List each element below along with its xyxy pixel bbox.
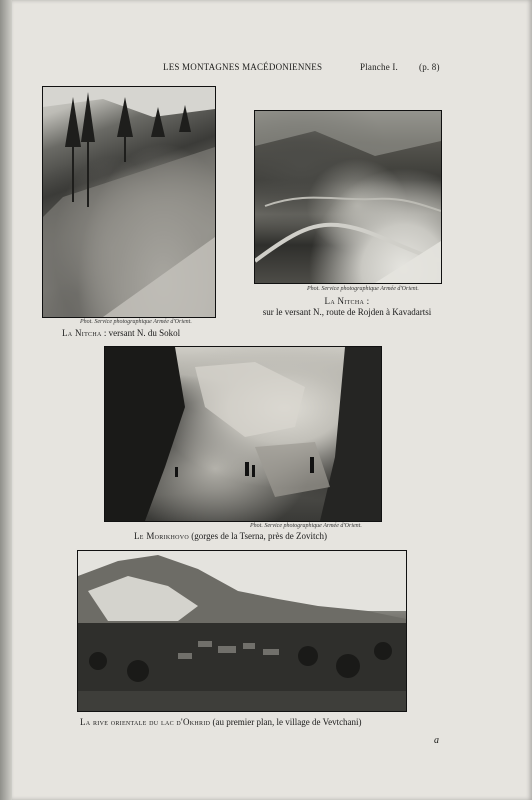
photo3-caption-desc: (gorges de la Tserna, près de Zovitch) [189, 531, 328, 541]
photo-nitcha-route [254, 110, 442, 284]
running-header [0, 62, 532, 76]
photo1-caption-place: La Nitcha [62, 328, 102, 338]
photo2-caption-desc: sur le versant N., route de Rojden à Kavadartsi [262, 307, 432, 317]
photo-morikhovo-gorges [104, 346, 382, 522]
photo1-caption-desc: : versant N. du Sokol [101, 328, 181, 338]
header-page-number: (p. 8) [419, 62, 440, 72]
page-edge-shadow [0, 0, 12, 800]
photo3-caption-place: Le Morikhovo [134, 531, 190, 541]
photo3-credit: Phot. Service photographique Armée d'Orient. [250, 523, 362, 529]
photo1-credit: Phot. Service photographique Armée d'Orient. [80, 319, 192, 325]
photo4-caption-desc: (au premier plan, le village de Vevtchani) [210, 717, 362, 727]
photo2-credit: Phot. Service photographique Armée d'Orient. [307, 286, 419, 292]
photo4-caption-place: La rive orientale du lac d'Okhrid [80, 717, 211, 727]
photo2-caption-place: La Nitcha : [324, 296, 370, 306]
photo-lac-okhrid [77, 550, 407, 712]
photo2-caption-title [254, 296, 440, 306]
photo-valley-illustration [255, 111, 441, 283]
header-planche: Planche I. [360, 62, 398, 72]
photo-nitcha-versant [42, 86, 216, 318]
photo-trees-illustration [43, 87, 215, 317]
header-title: LES MONTAGNES MACÉDONIENNES [163, 62, 323, 72]
photo-lake-illustration [78, 551, 406, 711]
photo4-caption [80, 717, 362, 727]
photo3-caption [134, 531, 327, 541]
photo-gorge-illustration [105, 347, 381, 521]
photo1-caption [62, 328, 180, 338]
folio-mark: a [434, 735, 439, 746]
